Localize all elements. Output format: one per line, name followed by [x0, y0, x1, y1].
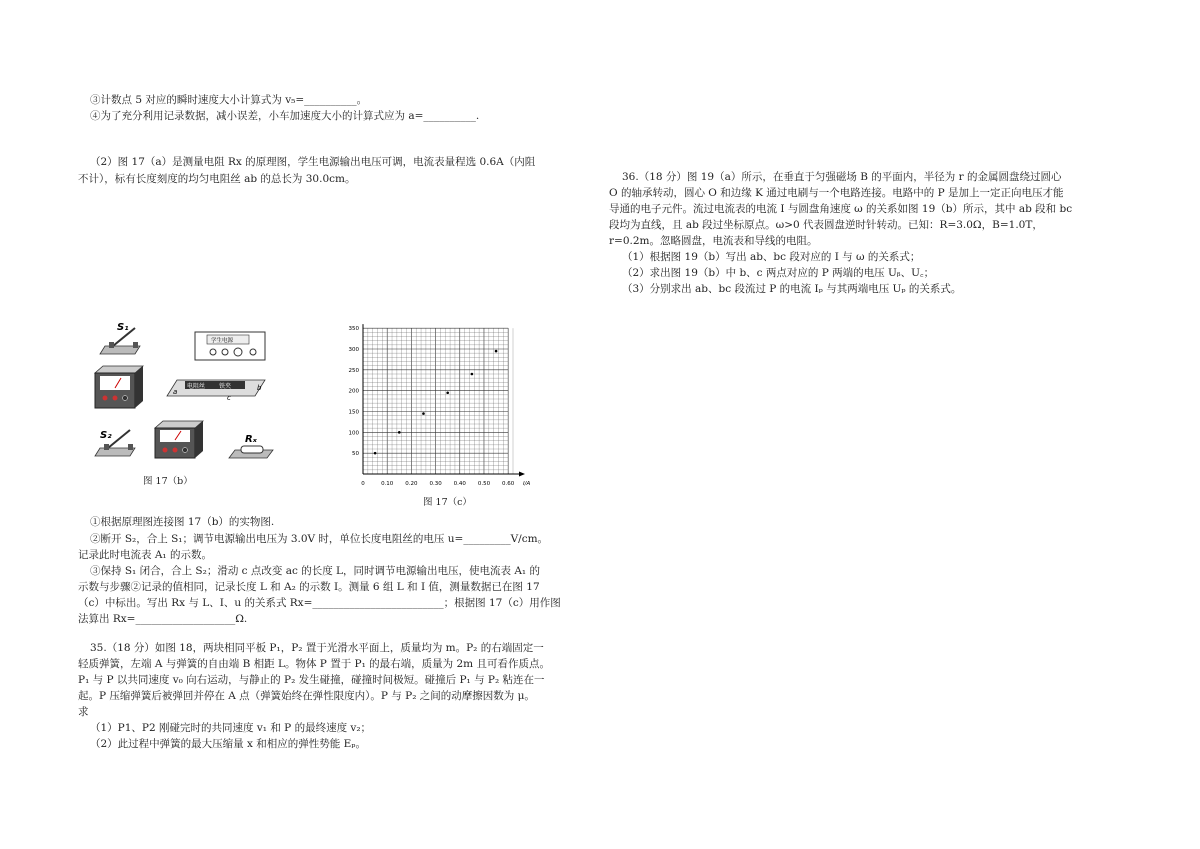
q36-line2: O 的轴承转动，圆心 O 和边缘 K 通过电刷与一个电路连接。电路中的 P 是加上一定正向电压才能	[609, 187, 1064, 199]
x-axis-arrow	[519, 472, 525, 477]
y-tick-label: 250	[348, 367, 359, 374]
y-tick-label: 300	[348, 347, 359, 353]
data-point	[446, 391, 449, 394]
q36-line5: r=0.2m。忽略圆盘，电流表和导线的电阻。	[609, 235, 818, 247]
step3a: ③保持 S₁ 闭合，合上 S₂；滑动 c 点改变 ac 的长度 L，同时调节电源输出电压，使电流表 A₁ 的	[90, 565, 540, 577]
chart-grid	[363, 328, 513, 474]
y-tick-label: 350	[348, 326, 359, 333]
data-chart	[335, 316, 531, 492]
y-tick-label: 200	[348, 388, 359, 395]
data-point	[495, 350, 498, 353]
q35-line7: （2）此过程中弹簧的最大压缩量 x 和相应的弹性势能 Eₚ。	[90, 738, 366, 750]
step2a: ②断开 S₂，合上 S₁；调节电源输出电压为 3.0V 时，单位长度电阻丝的电压 u=_________V/cm。	[90, 533, 549, 545]
clip-label: 铁夹	[219, 383, 232, 390]
q36-line6: （1）根据图 19（b）写出 ab、bc 段对应的 I 与 ω 的关系式；	[622, 251, 921, 263]
q36-line4: 段均为直线，且 ab 段过坐标原点。ω>0 代表圆盘逆时针转动。已知：R=3.0Ω，B=1.0T，	[609, 219, 1043, 231]
rx-label: Rₓ	[245, 434, 257, 445]
data-point	[471, 373, 474, 376]
b-label: b	[257, 384, 262, 392]
step3d: 法算出 Rx=___________________Ω.	[78, 613, 248, 625]
q35-line3: P₁ 与 P 以共同速度 v₀ 向右运动，与静止的 P₂ 发生碰撞，碰撞时间极短。碰撞后 P₁ 与 P₂ 粘连在一	[78, 674, 545, 686]
part2-line2: 不计），标有长度刻度的均匀电阻丝 ab 的总长为 30.0cm。	[78, 173, 356, 185]
x-tick-label: 0.50	[477, 481, 491, 487]
y-tick-label: 50	[352, 451, 359, 458]
data-point	[374, 452, 377, 455]
step3c: （c）中标出。写出 Rx 与 L、I、u 的关系式 Rx=_________________________；根据图 17（c）用作图	[78, 597, 561, 609]
x-tick-label: 0.60	[502, 481, 515, 487]
s1-label: S₁	[117, 322, 129, 333]
power-supply	[195, 332, 265, 360]
apparatus-figure	[95, 318, 275, 488]
ammeter-a1	[95, 366, 143, 408]
data-point	[398, 431, 401, 434]
q35-line6: （1）P1、P2 刚碰完时的共同速度 v₁ 和 P 的最终速度 v₂；	[90, 722, 372, 734]
y-tick-label: 150	[348, 409, 359, 416]
step2b: 记录此时电流表 A₁ 的示数。	[78, 549, 212, 561]
part2-line1: （2）图 17（a）是测量电阻 Rx 的原理图，学生电源输出电压可调，电流表量程选 0.6A（内阻	[90, 156, 536, 168]
y-tick-label: 100	[348, 430, 359, 437]
ammeter-a2	[155, 421, 203, 458]
q4-text: ④为了充分利用记录数据，减小误差，小车加速度大小的计算式应为 a=__________.	[90, 110, 480, 122]
figure-c-caption: 图 17（c）	[423, 497, 472, 508]
switch-s1	[100, 322, 140, 354]
a-label: a	[173, 388, 178, 396]
step1: ①根据原理图连接图 17（b）的实物图.	[90, 516, 275, 528]
q35-line2: 轻质弹簧，左端 A 与弹簧的自由端 B 相距 L。物体 P 置于 P₁ 的最右端，质量为 2m 且可看作质点。	[78, 658, 550, 670]
step3b: 示数与步骤②记录的值相同，记录长度 L 和 A₂ 的示数 I。测量 6 组 L 和 I 值，测量数据已在图 17	[78, 581, 540, 593]
switch-s2	[95, 430, 135, 456]
resistance-wire	[167, 380, 265, 402]
wire-label: 电阻丝	[187, 383, 206, 390]
figure-b-caption: 图 17（b）	[143, 476, 193, 487]
x-axis-label: I/A	[523, 481, 531, 487]
x-tick-label: 0.10	[381, 481, 394, 487]
q35-line1: 35.（18 分）如图 18，两块相同平板 P₁，P₂ 置于光滑水平面上，质量均为 m。P₂ 的右端固定一	[90, 642, 544, 654]
q36-line8: （3）分别求出 ab、bc 段流过 P 的电流 Iₚ 与其两端电压 Uₚ 的关系式。	[622, 283, 962, 295]
s2-label: S₂	[100, 430, 112, 441]
q35-line5: 求	[78, 706, 89, 718]
x-tick-label: 0.40	[453, 481, 466, 487]
q3-text: ③计数点 5 对应的瞬时速度大小计算式为 v₅=__________。	[90, 94, 368, 106]
c-label: c	[227, 394, 231, 402]
x-tick-label: 0.30	[429, 481, 442, 487]
q36-line7: （2）求出图 19（b）中 b、c 两点对应的 P 两端的电压 Uᵦ、U꜀；	[622, 267, 935, 279]
resistor-rx	[229, 434, 273, 458]
data-point	[422, 412, 425, 415]
q36-line3: 导通的电子元件。流过电流表的电流 I 与圆盘角速度 ω 的关系如图 19（b）所示，其中 ab 段和 bc	[609, 203, 1073, 215]
power-label: 学生电源	[211, 338, 234, 344]
q36-line1: 36.（18 分）图 19（a）所示，在垂直于匀强磁场 B 的平面内，半径为 r 的金属圆盘绕过圆心	[622, 171, 1062, 183]
x-tick-label: 0	[361, 481, 365, 487]
q35-line4: 起。P 压缩弹簧后被弹回并停在 A 点（弹簧始终在弹性限度内）。P 与 P₂ 之间的动摩擦因数为 μ。	[78, 690, 535, 702]
x-tick-label: 0.20	[405, 481, 418, 487]
